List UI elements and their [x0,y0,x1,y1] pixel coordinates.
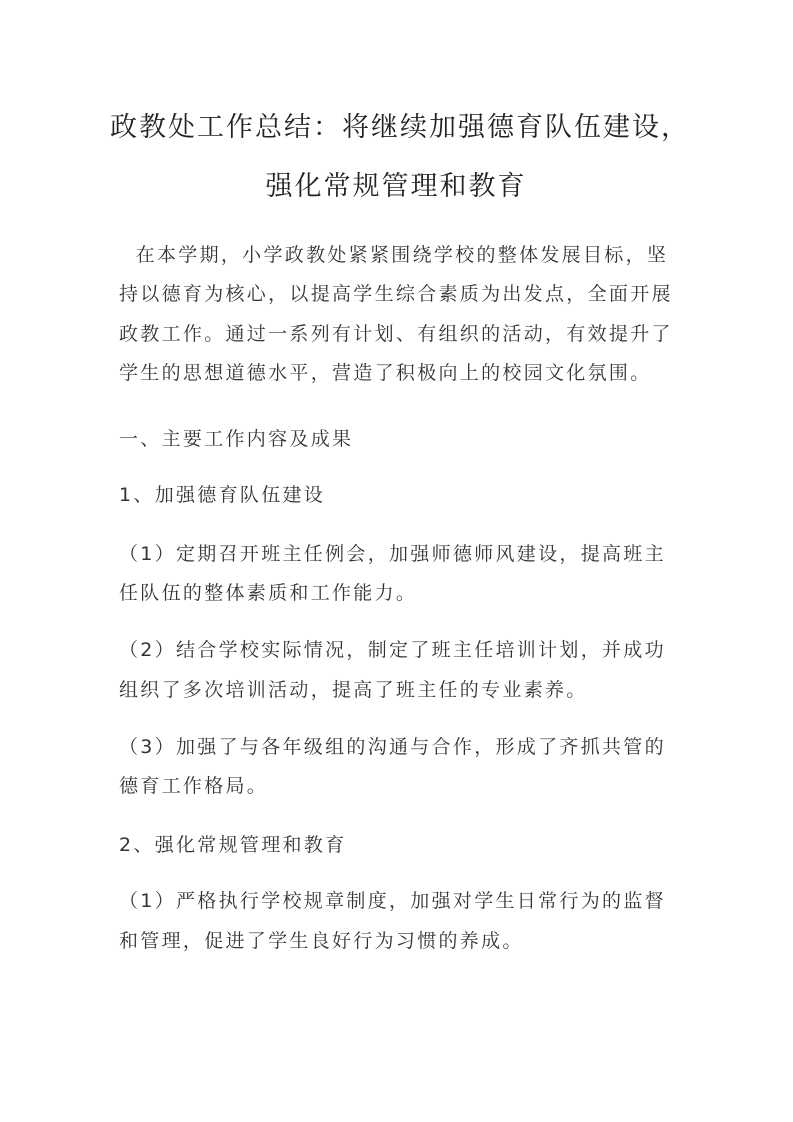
list-item-3-line-2: 德育工作格局。 [119,775,269,797]
section-heading: 一、主要工作内容及成果 [119,428,354,450]
intro-line-1: 在本学期，小学政教处紧紧围绕学校的整体发展目标，坚 [119,244,669,266]
subsection-heading-2: 2、强化常规管理和教育 [119,834,347,856]
intro-line-2: 持以德育为核心，以提高学生综合素质为出发点，全面开展 [119,283,673,305]
list-item-1-line-1: （1）定期召开班主任例会，加强师德师风建设，提高班主 [119,543,666,565]
list-item-2-line-2: 组织了多次培训活动，提高了班主任的专业素养。 [119,679,588,701]
list-item-3-line-1: （3）加强了与各年级组的沟通与合作，形成了齐抓共管的 [119,736,666,758]
subsection-heading-1: 1、加强德育队伍建设 [119,484,326,506]
intro-line-4: 学生的思想道德水平，营造了积极向上的校园文化氛围。 [119,362,652,384]
document-title-line-1: 政教处工作总结：将继续加强德育队伍建设， [110,112,690,143]
document-title-line-2: 强化常规管理和教育 [265,171,527,202]
list-item-1-line-2: 任队伍的整体素质和工作能力。 [119,582,418,604]
list-item-4-line-2: 和管理，促进了学生良好行为习惯的养成。 [119,930,524,952]
list-item-4-line-1: （1）严格执行学校规章制度，加强对学生日常行为的监督 [119,890,666,912]
list-item-2-line-1: （2）结合学校实际情况，制定了班主任培训计划，并成功 [119,639,666,661]
intro-line-3: 政教工作。通过一系列有计划、有组织的活动，有效提升了 [119,323,673,345]
